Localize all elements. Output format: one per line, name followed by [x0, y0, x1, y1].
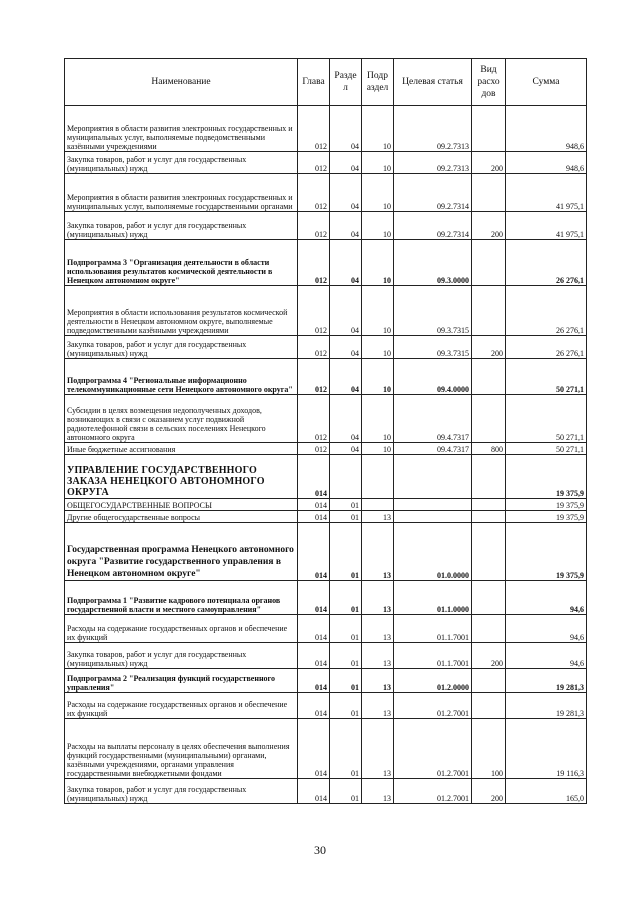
row-chapter: 012 [298, 174, 330, 212]
table-row [65, 581, 587, 615]
row-section: 01 [330, 499, 362, 511]
row-chapter: 014 [298, 719, 330, 779]
row-section: 04 [330, 359, 362, 395]
row-subsection: 10 [362, 395, 394, 443]
row-name: Мероприятия в области развития электронных государственных и муниципальных услуг, выполняемые подведомственными казёнными учреждениями [65, 106, 298, 152]
row-name: Закупка товаров, работ и услуг для государственных (муниципальных) нужд [65, 212, 298, 240]
row-target: 01.1.7001 [394, 643, 472, 669]
row-sum: 26 276,1 [506, 336, 587, 359]
row-chapter: 012 [298, 240, 330, 286]
row-sum: 50 271,1 [506, 359, 587, 395]
table-row [65, 336, 587, 359]
row-subsection: 13 [362, 669, 394, 693]
header-sum: Сумма [506, 59, 587, 106]
budget-table [64, 58, 587, 804]
row-target: 01.0.0000 [394, 523, 472, 581]
row-chapter: 012 [298, 395, 330, 443]
table-row [65, 286, 587, 336]
row-chapter: 014 [298, 511, 330, 523]
row-type [472, 395, 506, 443]
table-row [65, 643, 587, 669]
row-sum: 19 281,3 [506, 669, 587, 693]
row-chapter: 014 [298, 499, 330, 511]
row-type: 200 [472, 779, 506, 804]
row-chapter: 012 [298, 336, 330, 359]
row-target: 01.1.7001 [394, 615, 472, 643]
row-subsection: 10 [362, 212, 394, 240]
row-target: 09.4.0000 [394, 359, 472, 395]
row-chapter: 014 [298, 779, 330, 804]
row-subsection: 13 [362, 615, 394, 643]
row-section: 01 [330, 511, 362, 523]
row-section: 01 [330, 523, 362, 581]
row-target: 01.2.7001 [394, 719, 472, 779]
table-row [65, 693, 587, 719]
row-subsection: 13 [362, 719, 394, 779]
row-sum: 948,6 [506, 106, 587, 152]
row-section: 01 [330, 669, 362, 693]
table-row [65, 212, 587, 240]
row-target: 01.1.0000 [394, 581, 472, 615]
row-subsection: 10 [362, 443, 394, 455]
row-subsection: 13 [362, 779, 394, 804]
table-row [65, 669, 587, 693]
row-type [472, 455, 506, 499]
row-name: Подпрограмма 2 "Реализация функций государственного управления" [65, 669, 298, 693]
row-type: 200 [472, 212, 506, 240]
row-sum: 19 116,3 [506, 719, 587, 779]
table-row [65, 523, 587, 581]
row-target: 09.2.7313 [394, 106, 472, 152]
row-section: 04 [330, 443, 362, 455]
table-row [65, 499, 587, 511]
row-type [472, 615, 506, 643]
row-section: 04 [330, 336, 362, 359]
header-section: Разде л [330, 59, 362, 106]
row-chapter: 014 [298, 581, 330, 615]
table-row [65, 395, 587, 443]
row-sum: 26 276,1 [506, 286, 587, 336]
row-sum: 50 271,1 [506, 443, 587, 455]
row-chapter: 014 [298, 615, 330, 643]
row-target: 09.3.7315 [394, 336, 472, 359]
row-type [472, 499, 506, 511]
table-row [65, 174, 587, 212]
row-subsection: 10 [362, 336, 394, 359]
row-name: Государственная программа Ненецкого автономного округа "Развитие государственного управления в Ненецком автономном округе" [65, 523, 298, 581]
row-name: Другие общегосударственные вопросы [65, 511, 298, 523]
row-name: Расходы на выплаты персоналу в целях обеспечения выполнения функций государственными (муниципальными) органами, казёнными учреждениями, органами управления государственными внебюджетными фондами [65, 719, 298, 779]
row-target: 09.4.7317 [394, 395, 472, 443]
row-section: 04 [330, 286, 362, 336]
row-subsection: 13 [362, 523, 394, 581]
row-section: 01 [330, 693, 362, 719]
row-sum: 948,6 [506, 152, 587, 174]
row-type: 200 [472, 152, 506, 174]
row-target: 09.4.7317 [394, 443, 472, 455]
row-subsection: 10 [362, 359, 394, 395]
row-name: Мероприятия в области использования результатов космической деятельности в Ненецком автономном округе, выполняемые подведомственными казёнными учреждениями [65, 286, 298, 336]
row-chapter: 012 [298, 443, 330, 455]
row-chapter: 012 [298, 359, 330, 395]
table-row [65, 719, 587, 779]
row-subsection: 10 [362, 240, 394, 286]
row-chapter: 012 [298, 286, 330, 336]
row-target: 09.3.7315 [394, 286, 472, 336]
row-name: Закупка товаров, работ и услуг для государственных (муниципальных) нужд [65, 779, 298, 804]
row-section: 01 [330, 581, 362, 615]
row-subsection: 10 [362, 152, 394, 174]
row-section: 04 [330, 395, 362, 443]
table-row [65, 615, 587, 643]
row-section: 01 [330, 615, 362, 643]
row-section [330, 455, 362, 499]
row-sum: 94,6 [506, 615, 587, 643]
row-section: 04 [330, 212, 362, 240]
row-section: 04 [330, 240, 362, 286]
table-row [65, 106, 587, 152]
row-name: Подпрограмма 4 "Региональные информационно телекоммуникационные сети Ненецкого автономного округа" [65, 359, 298, 395]
row-name: Закупка товаров, работ и услуг для государственных (муниципальных) нужд [65, 336, 298, 359]
row-target [394, 455, 472, 499]
row-subsection: 13 [362, 511, 394, 523]
table-row [65, 511, 587, 523]
row-chapter: 014 [298, 693, 330, 719]
header-target: Целевая статья [394, 59, 472, 106]
row-chapter: 014 [298, 669, 330, 693]
table-row [65, 455, 587, 499]
row-chapter: 012 [298, 212, 330, 240]
row-chapter: 014 [298, 523, 330, 581]
row-sum: 19 375,9 [506, 523, 587, 581]
table-row [65, 359, 587, 395]
row-type [472, 523, 506, 581]
row-section: 01 [330, 779, 362, 804]
row-type [472, 359, 506, 395]
row-sum: 94,6 [506, 581, 587, 615]
header-subsection: Подр аздел [362, 59, 394, 106]
row-name: УПРАВЛЕНИЕ ГОСУДАРСТВЕННОГО ЗАКАЗА НЕНЕЦКОГО АВТОНОМНОГО ОКРУГА [65, 455, 298, 499]
row-target: 09.2.7313 [394, 152, 472, 174]
row-type: 100 [472, 719, 506, 779]
row-type [472, 581, 506, 615]
row-type [472, 669, 506, 693]
page-number: 30 [314, 843, 326, 857]
row-chapter: 012 [298, 152, 330, 174]
row-type [472, 286, 506, 336]
row-section: 01 [330, 643, 362, 669]
row-sum: 94,6 [506, 643, 587, 669]
row-type: 200 [472, 336, 506, 359]
table-row [65, 779, 587, 804]
row-type: 800 [472, 443, 506, 455]
row-type [472, 511, 506, 523]
row-target: 09.3.0000 [394, 240, 472, 286]
row-subsection: 10 [362, 106, 394, 152]
row-subsection: 10 [362, 286, 394, 336]
row-name: Субсидии в целях возмещения недополученных доходов, возникающих в связи с оказанием услуг подвижной радиотелефонной связи в сельских поселениях Ненецкого автономного округа [65, 395, 298, 443]
row-type [472, 106, 506, 152]
row-subsection [362, 499, 394, 511]
row-type [472, 240, 506, 286]
header-chapter: Глава [298, 59, 330, 106]
row-target: 01.2.7001 [394, 693, 472, 719]
row-type: 200 [472, 643, 506, 669]
row-name: Закупка товаров, работ и услуг для государственных (муниципальных) нужд [65, 152, 298, 174]
row-name: Закупка товаров, работ и услуг для государственных (муниципальных) нужд [65, 643, 298, 669]
row-sum: 41 975,1 [506, 212, 587, 240]
row-sum: 19 281,3 [506, 693, 587, 719]
row-name: ОБЩЕГОСУДАРСТВЕННЫЕ ВОПРОСЫ [65, 499, 298, 511]
row-sum: 19 375,9 [506, 511, 587, 523]
row-subsection [362, 455, 394, 499]
row-subsection: 13 [362, 643, 394, 669]
row-section: 04 [330, 174, 362, 212]
row-target: 09.2.7314 [394, 174, 472, 212]
table-header-row [65, 59, 587, 106]
row-sum: 41 975,1 [506, 174, 587, 212]
row-section: 01 [330, 719, 362, 779]
row-name: Расходы на содержание государственных органов и обеспечение их функций [65, 693, 298, 719]
row-sum: 19 375,9 [506, 499, 587, 511]
row-sum: 19 375,9 [506, 455, 587, 499]
table-row [65, 443, 587, 455]
row-subsection: 13 [362, 581, 394, 615]
row-section: 04 [330, 152, 362, 174]
row-type [472, 174, 506, 212]
row-target: 01.2.7001 [394, 779, 472, 804]
row-name: Мероприятия в области развития электронных государственных и муниципальных услуг, выполняемые государственными органами [65, 174, 298, 212]
table-row [65, 152, 587, 174]
row-target [394, 499, 472, 511]
row-subsection: 13 [362, 693, 394, 719]
row-sum: 50 271,1 [506, 395, 587, 443]
row-type [472, 693, 506, 719]
row-section: 04 [330, 106, 362, 152]
row-sum: 165,0 [506, 779, 587, 804]
row-target: 01.2.0000 [394, 669, 472, 693]
row-target [394, 511, 472, 523]
row-chapter: 014 [298, 455, 330, 499]
table-row [65, 240, 587, 286]
header-expense-type: Вид расхо дов [472, 59, 506, 106]
row-chapter: 012 [298, 106, 330, 152]
row-name: Расходы на содержание государственных органов и обеспечение их функций [65, 615, 298, 643]
row-name: Подпрограмма 3 "Организация деятельности в области использования результатов космической деятельности в Ненецком автономном округе" [65, 240, 298, 286]
row-name: Иные бюджетные ассигнования [65, 443, 298, 455]
row-name: Подпрограмма 1 "Развитие кадрового потенциала органов государственной власти и местного самоуправления" [65, 581, 298, 615]
row-subsection: 10 [362, 174, 394, 212]
header-name: Наименование [65, 59, 298, 106]
row-sum: 26 276,1 [506, 240, 587, 286]
row-chapter: 014 [298, 643, 330, 669]
row-target: 09.2.7314 [394, 212, 472, 240]
